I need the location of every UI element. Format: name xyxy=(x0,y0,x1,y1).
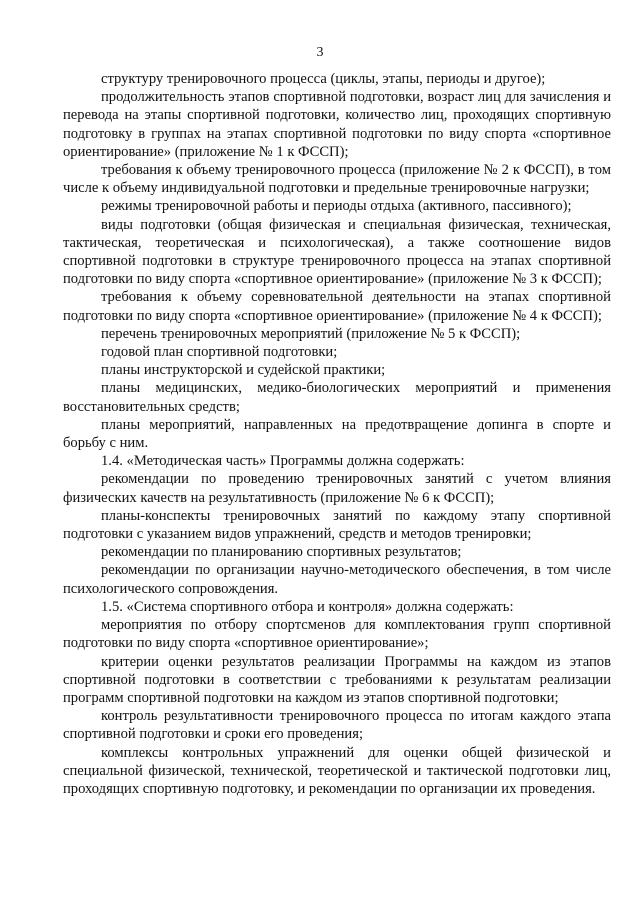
paragraph: мероприятия по отбору спортсменов для комплектования групп спортивной подготовки по виду спорта «спортивное ориентирование»; xyxy=(63,617,611,652)
document-body xyxy=(63,70,611,798)
paragraph: рекомендации по организации научно-методического обеспечения, в том числе психологического сопровождения. xyxy=(63,562,611,597)
paragraph: рекомендации по планированию спортивных результатов; xyxy=(101,544,462,561)
section-heading: 1.4. «Методическая часть» Программы должна содержать: xyxy=(101,453,465,470)
paragraph: режимы тренировочной работы и периоды отдыха (активного, пассивного); xyxy=(101,198,572,215)
section-heading: 1.5. «Система спортивного отбора и контроля» должна содержать: xyxy=(101,598,514,615)
paragraph: планы инструкторской и судейской практики; xyxy=(101,362,386,379)
paragraph: требования к объему соревновательной деятельности на этапах спортивной подготовки по виду спорта «спортивное ориентирование» (приложение № 4 к ФССП); xyxy=(63,289,611,324)
paragraph: планы медицинских, медико-биологических мероприятий и применения восстановительных средств; xyxy=(63,380,611,415)
paragraph: структуру тренировочного процесса (циклы, этапы, периоды и другое); xyxy=(101,71,546,87)
paragraph: продолжительность этапов спортивной подготовки, возраст лиц для зачисления и перевода на этапы спортивной подготовки, количество лиц, проходящих спортивную подготовку в группах на этапах спортивной подготовки по виду спорта «спортивное ориентирование» (приложение № 1 к ФССП); xyxy=(63,89,611,160)
paragraph: требования к объему тренировочного процесса (приложение № 2 к ФССП), в том числе к объему индивидуальной подготовки и предельные тренировочные нагрузки; xyxy=(63,162,611,197)
paragraph: планы мероприятий, направленных на предотвращение допинга в спорте и борьбу с ним. xyxy=(63,416,611,452)
paragraph: комплексы контрольных упражнений для оценки общей физической и специальной физической, технической, теоретической и тактической подготовки лиц, проходящих спортивную подготовку, и рекомендации по организации их проведения. xyxy=(63,744,611,797)
paragraph: планы-конспекты тренировочных занятий по каждому этапу спортивной подготовки с указанием видов упражнений, средств и методов тренировки; xyxy=(63,507,611,543)
page-number: 3 xyxy=(316,45,324,60)
paragraph: годовой план спортивной подготовки; xyxy=(101,344,338,361)
paragraph: критерии оценки результатов реализации Программы на каждом из этапов спортивной подготовки в соответствии с требованиями к результатам реализации программ спортивной подготовки на каждом из этапов спортивной подготовки; xyxy=(63,653,611,706)
paragraph: виды подготовки (общая физическая и специальная физическая, техническая, тактическая, теоретическая и психологическая), а также соотношение видов спортивной подготовки в структуре тренировочного процесса на этапах спортивной подготовки по виду спорта «спортивное ориентирование» (приложение № 3 к ФССП); xyxy=(63,216,611,288)
paragraph: рекомендации по проведению тренировочных занятий с учетом влияния физических качеств на результативность (приложение № 6 к ФССП); xyxy=(63,471,611,506)
paragraph: контроль результативности тренировочного процесса по итогам каждого этапа спортивной подготовки и сроки его проведения; xyxy=(63,708,611,743)
paragraph: перечень тренировочных мероприятий (приложение № 5 к ФССП); xyxy=(101,325,521,342)
